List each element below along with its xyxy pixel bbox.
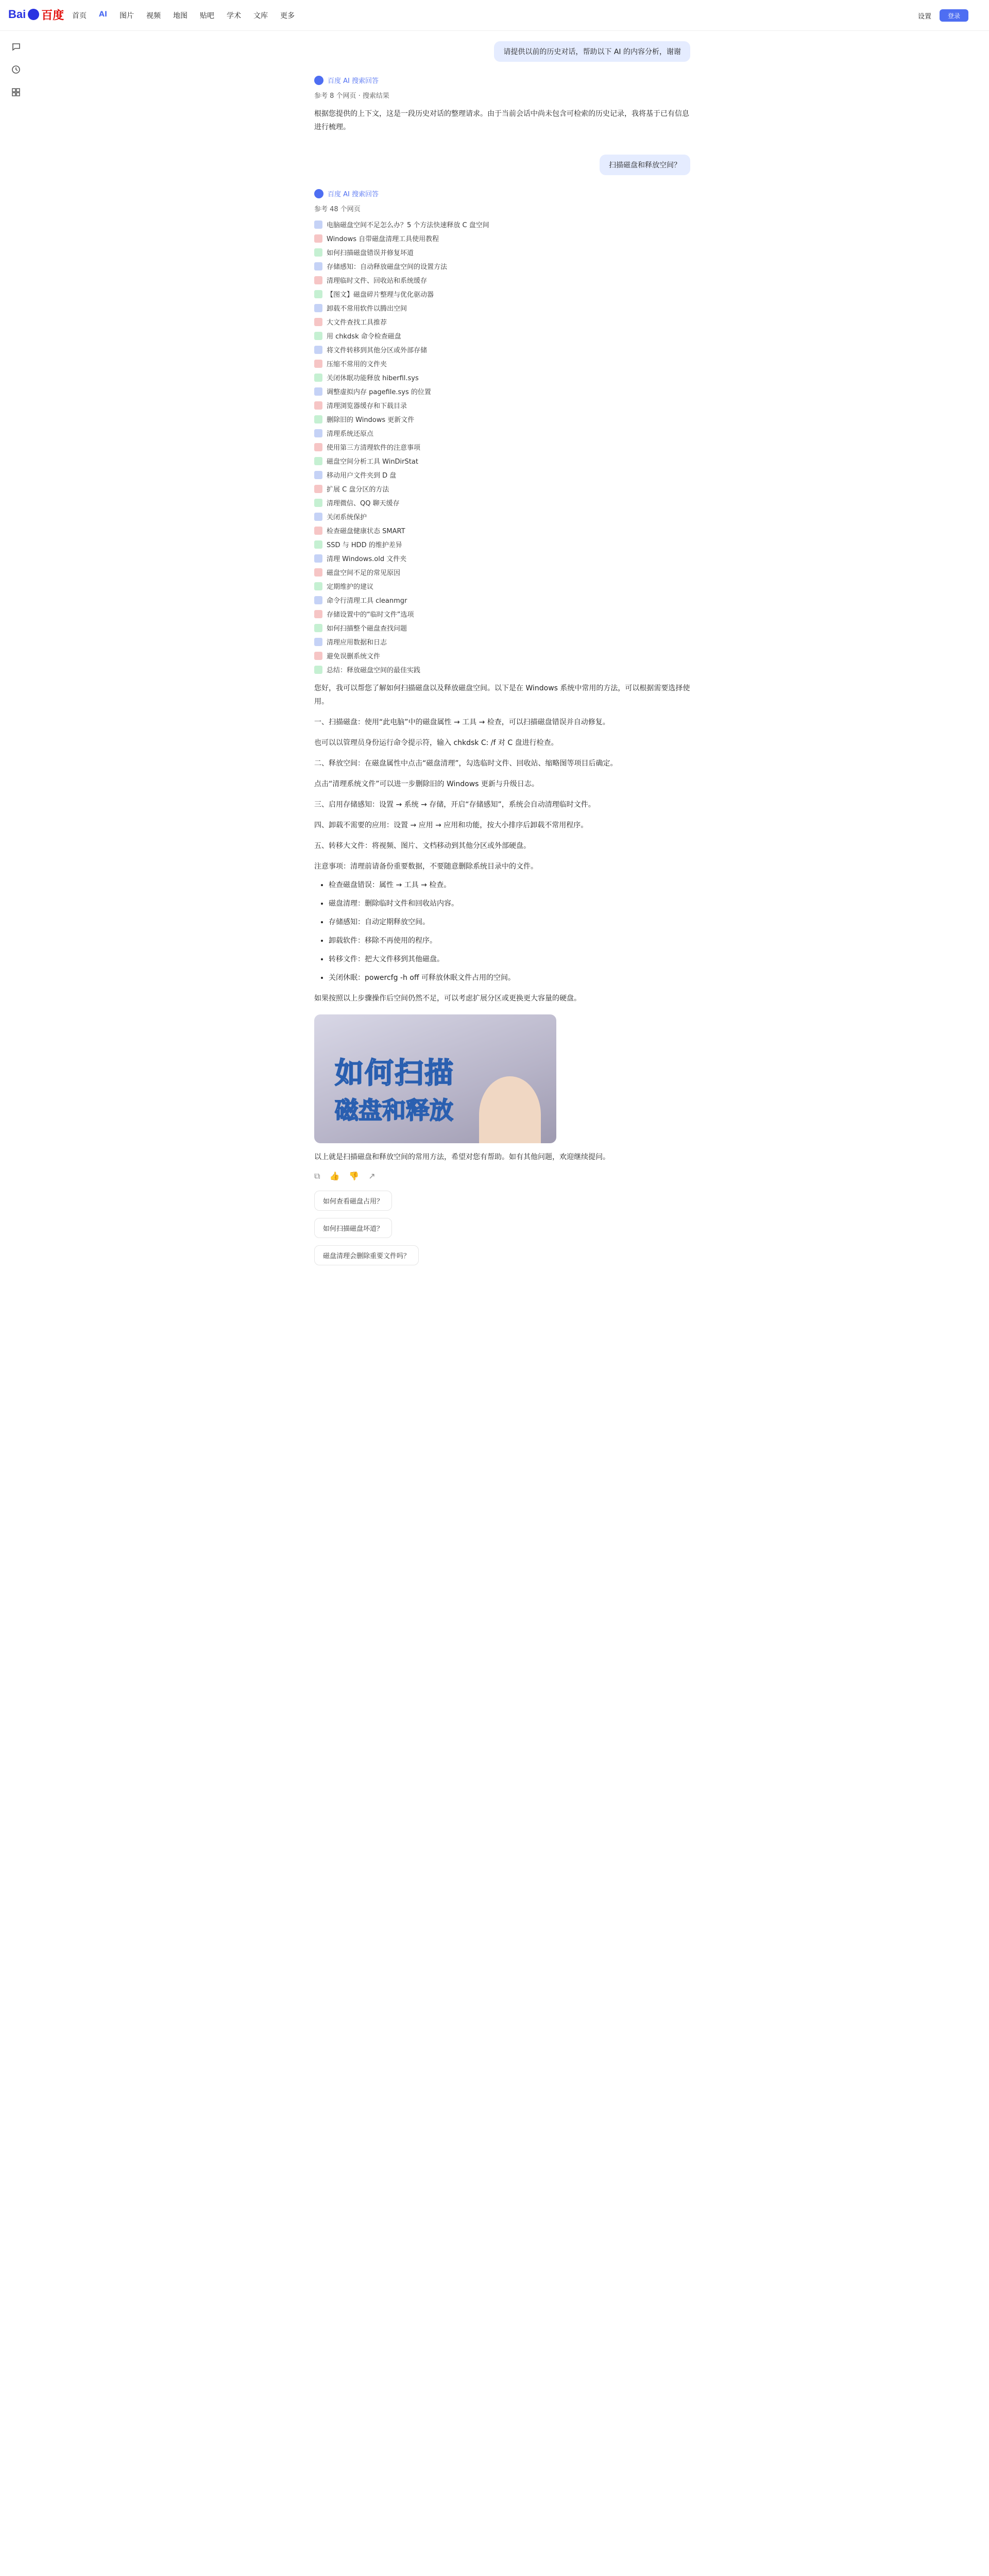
logo-text-bai: Bai: [8, 8, 26, 21]
reference-title: 存储感知：自动释放磁盘空间的设置方法: [327, 263, 448, 271]
site-favicon-icon: [314, 513, 322, 521]
ai-avatar-icon: [314, 76, 323, 85]
citation-line[interactable]: 参考 48 个网页: [314, 206, 361, 213]
reference-title: 卸载不常用软件以腾出空间: [327, 305, 407, 313]
answer-image[interactable]: [314, 1014, 556, 1143]
site-favicon-icon: [314, 652, 322, 660]
reference-item[interactable]: [314, 581, 690, 591]
share-icon[interactable]: ↗: [368, 1171, 376, 1181]
reference-title: 如何扫描整个磁盘查找问题: [327, 625, 407, 633]
answer-paragraph: 三、启用存储感知：设置 → 系统 → 存储，开启“存储感知”，系统会自动清理临时文件。: [314, 801, 595, 809]
answer-paragraph: 根据您提供的上下文，这是一段历史对话的整理请求。由于当前会话中尚未包含可检索的历史记录，我将基于已有信息进行梳理。: [314, 110, 689, 131]
reference-item[interactable]: [314, 261, 690, 271]
answer-header: [314, 75, 690, 85]
citation-line[interactable]: 参考 8 个网页 · 搜索结果: [314, 92, 389, 100]
site-favicon-icon: [314, 638, 322, 646]
reference-item[interactable]: [314, 247, 690, 257]
reference-title: 清理临时文件、回收站和系统缓存: [327, 277, 428, 285]
site-favicon-icon: [314, 304, 322, 312]
user-message: 请提供以前的历史对话，帮助以下 AI 的内容分析，谢谢: [494, 41, 690, 62]
site-favicon-icon: [314, 221, 322, 229]
reference-title: 电脑磁盘空间不足怎么办？5 个方法快速释放 C 盘空间: [327, 222, 489, 229]
top-nav: [72, 10, 295, 21]
nav-item[interactable]: 更多: [280, 12, 295, 20]
site-favicon-icon: [314, 582, 322, 590]
hand-illustration: [479, 1076, 541, 1143]
answer-bullet: • 磁盘清理：删除临时文件和回收站内容。: [329, 897, 690, 910]
answer-paragraph: 注意事项：清理前请备份重要数据，不要随意删除系统目录中的文件。: [314, 862, 538, 871]
reference-item[interactable]: [314, 637, 690, 647]
suggested-question[interactable]: 如何查看磁盘占用？: [314, 1191, 392, 1211]
answer-bullet: • 关闭休眠：powercfg -h off 可释放休眠文件占用的空间。: [329, 971, 690, 985]
nav-item[interactable]: 学术: [227, 12, 242, 20]
reference-item[interactable]: [314, 651, 690, 660]
reference-item[interactable]: [314, 386, 690, 396]
settings-link[interactable]: 设置: [917, 12, 931, 21]
reference-item[interactable]: [314, 539, 690, 549]
site-favicon-icon: [314, 387, 322, 396]
answer-header: [314, 189, 690, 198]
answer-bullets: [314, 878, 690, 985]
reference-title: 清理系统还原点: [327, 430, 374, 438]
reference-title: 用 chkdsk 命令检查磁盘: [327, 333, 401, 341]
image-caption-line1: 如何扫描: [335, 1057, 454, 1090]
reference-title: 将文件转移到其他分区或外部存储: [327, 347, 428, 354]
answer-outro: 如果按照以上步骤操作后空间仍然不足，可以考虑扩展分区或更换更大容量的硬盘。: [314, 994, 581, 1003]
left-sidebar: [8, 41, 24, 98]
answer-paragraph: 点击“清理系统文件”可以进一步删除旧的 Windows 更新与升级日志。: [314, 780, 539, 788]
reference-item[interactable]: [314, 414, 690, 424]
top-right: [918, 9, 968, 22]
site-favicon-icon: [314, 401, 322, 410]
reference-title: 命令行清理工具 cleanmgr: [327, 597, 407, 605]
reference-item[interactable]: [314, 609, 690, 619]
history-icon[interactable]: [10, 64, 22, 75]
reference-item[interactable]: [314, 303, 690, 313]
nav-item[interactable]: 贴吧: [200, 12, 215, 20]
ai-avatar-icon: [314, 189, 323, 198]
reference-item[interactable]: [314, 428, 690, 438]
reference-list: [314, 219, 690, 674]
reference-item[interactable]: [314, 317, 690, 327]
site-favicon-icon: [314, 540, 322, 549]
site-favicon-icon: [314, 527, 322, 535]
reference-item[interactable]: [314, 456, 690, 466]
site-favicon-icon: [314, 290, 322, 298]
nav-item[interactable]: AI: [99, 10, 108, 19]
reference-title: 大文件查找工具推荐: [327, 319, 387, 327]
top-bar: [0, 0, 989, 31]
reference-item[interactable]: [314, 219, 690, 229]
reference-title: 存储设置中的“临时文件”选项: [327, 611, 414, 619]
reference-title: 压缩不常用的文件夹: [327, 361, 387, 368]
reference-title: 定期维护的建议: [327, 583, 374, 591]
reference-item[interactable]: [314, 498, 690, 507]
answer-paragraph: 五、转移大文件：将视频、图片、文档移动到其他分区或外部硬盘。: [314, 842, 531, 850]
site-favicon-icon: [314, 443, 322, 451]
reference-item[interactable]: [314, 345, 690, 354]
nav-item[interactable]: 图片: [120, 12, 134, 20]
reference-title: 清理浏览器缓存和下载目录: [327, 402, 407, 410]
site-favicon-icon: [314, 429, 322, 437]
site-favicon-icon: [314, 332, 322, 340]
site-favicon-icon: [314, 374, 322, 382]
chat-icon[interactable]: [10, 41, 22, 53]
suggested-question[interactable]: 如何扫描磁盘坏道？: [314, 1218, 392, 1238]
site-favicon-icon: [314, 554, 322, 563]
suggested-questions: [314, 1191, 690, 1265]
reference-title: 检查磁盘健康状态 SMART: [327, 528, 405, 535]
reference-item[interactable]: [314, 289, 690, 299]
reference-title: 磁盘空间不足的常见原因: [327, 569, 401, 577]
site-favicon-icon: [314, 234, 322, 243]
reference-title: 总结：释放磁盘空间的最佳实践: [327, 667, 421, 674]
site-favicon-icon: [314, 457, 322, 465]
answer-paragraph: 也可以以管理员身份运行命令提示符，输入 chkdsk C: /f 对 C 盘进行检查。: [314, 739, 558, 747]
reference-title: 【图文】磁盘碎片整理与优化驱动器: [327, 291, 434, 299]
reference-title: 调整虚拟内存 pagefile.sys 的位置: [327, 388, 431, 396]
nav-item[interactable]: 地图: [173, 12, 188, 20]
site-favicon-icon: [314, 624, 322, 632]
reference-item[interactable]: [314, 484, 690, 494]
reference-item[interactable]: [314, 470, 690, 480]
reference-title: 删除旧的 Windows 更新文件: [327, 416, 415, 424]
answer-bullet: • 检查磁盘错误：属性 → 工具 → 检查。: [329, 878, 690, 892]
site-favicon-icon: [314, 610, 322, 618]
answer-paragraph: 二、释放空间：在磁盘属性中点击“磁盘清理”，勾选临时文件、回收站、缩略图等项目后确定。: [314, 759, 618, 768]
reference-title: SSD 与 HDD 的维护差异: [327, 541, 402, 549]
site-favicon-icon: [314, 499, 322, 507]
answer-after-image: 以上就是扫描磁盘和释放空间的常用方法，希望对您有帮助。如有其他问题，欢迎继续提问。: [314, 1153, 610, 1161]
site-favicon-icon: [314, 415, 322, 423]
site-favicon-icon: [314, 248, 322, 257]
reference-title: 关闭系统保护: [327, 514, 367, 521]
reference-title: 清理应用数据和日志: [327, 639, 387, 647]
reference-title: 使用第三方清理软件的注意事项: [327, 444, 421, 452]
reference-title: 磁盘空间分析工具 WinDirStat: [327, 458, 418, 466]
site-favicon-icon: [314, 318, 322, 326]
answer-intro: 您好，我可以帮您了解如何扫描磁盘以及释放磁盘空间。以下是在 Windows 系统中常用的方法，可以根据需要选择使用。: [314, 684, 690, 706]
site-favicon-icon: [314, 471, 322, 479]
reference-item[interactable]: [314, 567, 690, 577]
apps-icon[interactable]: [10, 87, 22, 98]
reference-item[interactable]: [314, 553, 690, 563]
reference-title: 清理 Windows.old 文件夹: [327, 555, 407, 563]
reference-item[interactable]: [314, 233, 690, 243]
site-favicon-icon: [314, 568, 322, 577]
reference-item[interactable]: [314, 442, 690, 452]
answer-body: [314, 716, 690, 873]
baidu-logo[interactable]: [8, 7, 65, 22]
reference-title: 避免误删系统文件: [327, 653, 381, 660]
reference-item[interactable]: [314, 400, 690, 410]
answer-source: 百度 AI 搜索回答: [328, 191, 379, 198]
reference-item[interactable]: [314, 526, 690, 535]
reference-title: Windows 自带磁盘清理工具使用教程: [327, 235, 439, 243]
nav-item[interactable]: 文库: [253, 12, 268, 20]
copy-icon[interactable]: ⧉: [314, 1171, 320, 1181]
answer-paragraph: 四、卸载不需要的应用：设置 → 应用 → 应用和功能，按大小排序后卸载不常用程序。: [314, 821, 588, 829]
paw-icon: [28, 9, 39, 20]
login-button[interactable]: 登录: [940, 9, 968, 22]
site-favicon-icon: [314, 666, 322, 674]
reference-item[interactable]: [314, 372, 690, 382]
reference-title: 如何扫描磁盘错误并修复坏道: [327, 249, 414, 257]
reference-item[interactable]: [314, 665, 690, 674]
answer-paragraph: 一、扫描磁盘：使用“此电脑”中的磁盘属性 → 工具 → 检查，可以扫描磁盘错误并自动修复。: [314, 718, 610, 726]
reference-item[interactable]: [314, 359, 690, 368]
suggested-question[interactable]: 磁盘清理会删除重要文件吗？: [314, 1245, 419, 1265]
reference-title: 清理微信、QQ 聊天缓存: [327, 500, 400, 507]
user-message: 扫描磁盘和释放空间？: [600, 155, 690, 175]
reference-item[interactable]: [314, 623, 690, 633]
nav-item[interactable]: 首页: [72, 12, 87, 20]
reference-item[interactable]: [314, 595, 690, 605]
answer-source: 百度 AI 搜索回答: [328, 77, 379, 85]
chat-thread: [314, 41, 690, 1265]
answer-bullet: • 卸载软件：移除不再使用的程序。: [329, 934, 690, 947]
reference-title: 关闭休眠功能释放 hiberfil.sys: [327, 375, 419, 382]
reference-item[interactable]: [314, 275, 690, 285]
image-caption-line2: 磁盘和释放: [335, 1096, 453, 1124]
logo-text-baidu: 百度: [41, 8, 64, 22]
site-favicon-icon: [314, 262, 322, 270]
reference-item[interactable]: [314, 331, 690, 341]
reference-title: 移动用户文件夹到 D 盘: [327, 472, 397, 480]
nav-item[interactable]: 视频: [146, 12, 161, 20]
site-favicon-icon: [314, 485, 322, 493]
like-icon[interactable]: 👍: [329, 1171, 340, 1181]
dislike-icon[interactable]: 👎: [349, 1171, 360, 1181]
reference-item[interactable]: [314, 512, 690, 521]
site-favicon-icon: [314, 346, 322, 354]
site-favicon-icon: [314, 360, 322, 368]
site-favicon-icon: [314, 276, 322, 284]
answer-bullet: • 转移文件：把大文件移到其他磁盘。: [329, 953, 690, 966]
answer-actions: [314, 1171, 690, 1181]
reference-title: 扩展 C 盘分区的方法: [327, 486, 389, 494]
site-favicon-icon: [314, 596, 322, 604]
answer-bullet: • 存储感知：自动定期释放空间。: [329, 916, 690, 929]
